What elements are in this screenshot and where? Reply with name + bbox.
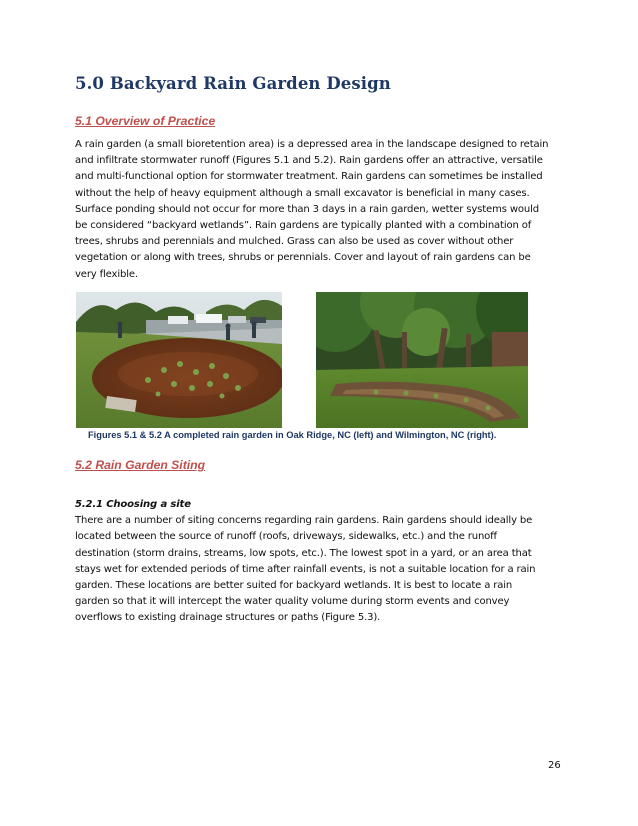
siting-paragraph	[75, 497, 567, 627]
section-title-siting: 5.2 Rain Garden Siting	[75, 458, 206, 472]
page-number: 26	[548, 760, 561, 771]
paragraph-line: There are a number of siting concerns regarding rain gardens. Rain gardens should ideally be	[75, 515, 533, 527]
paragraph-line: stays wet for extended periods of time after rainfall events, is not a suitable location for a rain	[75, 563, 536, 575]
page-heading: 5.0 Backyard Rain Garden Design	[75, 74, 391, 93]
subsection-heading: 5.2.1 Choosing a site	[75, 499, 191, 510]
paragraph-line: and infiltrate stormwater runoff (Figures 5.1 and 5.2). Rain gardens offer an attractive, versatile	[75, 155, 543, 167]
paragraph-line: very flexible.	[75, 268, 138, 280]
paragraph-line: be considered “backyard wetlands”. Rain gardens are typically planted with a combination of	[75, 220, 532, 232]
paragraph-line: garden. These locations are better suited for backyard wetlands. It is best to locate a rain	[75, 580, 513, 592]
paragraph-line: vegetation or along with trees, shrubs or perennials. Cover and layout of rain gardens can be	[75, 252, 531, 264]
rain-garden-photo-oak-ridge	[76, 292, 282, 428]
paragraph-line: overflows to existing drainage structures or paths (Figure 5.3).	[75, 612, 381, 624]
paragraph-line: trees, shrubs and perennials and mulched. Grass can also be used as cover without other	[75, 236, 514, 248]
section-title-overview: 5.1 Overview of Practice	[75, 114, 216, 128]
paragraph-line: without the help of heavy equipment although a small excavator is beneficial in many cases.	[75, 187, 530, 199]
paragraph-line: and multi-functional option for stormwater treatment. Rain gardens can sometimes be installed	[75, 171, 543, 183]
paragraph-line: garden so that it will intercept the water quality volume during storm events and convey	[75, 596, 510, 608]
paragraph-line: A rain garden (a small bioretention area) is a depressed area in the landscape designed to retain	[75, 139, 549, 150]
rain-garden-photo-wilmington	[316, 292, 528, 428]
figure-caption: Figures 5.1 & 5.2 A completed rain garden in Oak Ridge, NC (left) and Wilmington, NC (right).	[88, 430, 497, 440]
paragraph-line: destination (storm drains, streams, low spots, etc.). The lowest spot in a yard, or an area that	[75, 547, 532, 559]
paragraph-line: located between the source of runoff (roofs, driveways, sidewalks, etc.) and the runoff	[75, 531, 497, 543]
paragraph-line: Surface ponding should not occur for more than 3 days in a rain garden, wetter systems would	[75, 203, 540, 215]
overview-paragraph	[75, 137, 567, 283]
